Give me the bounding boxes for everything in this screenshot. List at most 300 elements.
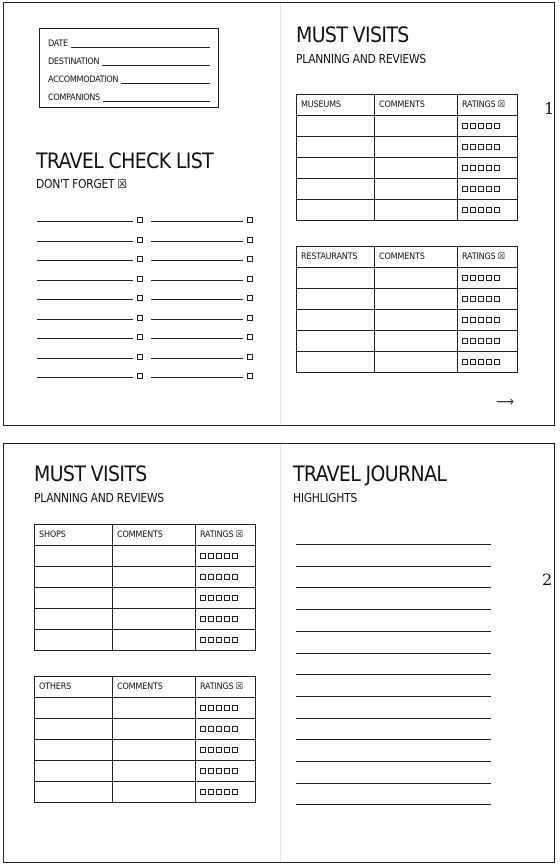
journal-line[interactable]	[296, 566, 491, 567]
checklist-item[interactable]	[37, 371, 143, 379]
name-cell[interactable]	[297, 158, 375, 179]
must-visits-subtitle: PLANNING AND REVIEWS	[296, 52, 426, 66]
rating-checkbox-icon[interactable]	[232, 637, 238, 643]
rating-checkbox-icon[interactable]	[478, 123, 484, 129]
rating-checkbox-icon[interactable]	[494, 123, 500, 129]
rating-checkbox-icon[interactable]	[208, 768, 214, 774]
journal-line[interactable]	[296, 739, 491, 740]
rating-checkbox-icon[interactable]	[200, 637, 206, 643]
rating-checkbox-icon[interactable]	[232, 726, 238, 732]
column-header: COMMENTS	[375, 95, 458, 116]
rating-checkbox-icon[interactable]	[224, 747, 230, 753]
table-header-row	[35, 525, 256, 546]
rating-checkbox-icon[interactable]	[200, 768, 206, 774]
rating-checkbox-icon[interactable]	[216, 768, 222, 774]
checkbox-icon[interactable]	[137, 315, 143, 321]
rating-checkbox-icon[interactable]	[486, 165, 492, 171]
checkbox-icon[interactable]	[247, 256, 253, 262]
travel-journal-subtitle: HIGHLIGHTS	[293, 491, 357, 505]
rating-cell	[196, 630, 256, 651]
comment-cell[interactable]	[375, 352, 458, 373]
rating-checkbox-icon[interactable]	[216, 595, 222, 601]
rating-checkbox-icon[interactable]	[478, 296, 484, 302]
rating-checkbox-icon[interactable]	[208, 637, 214, 643]
rating-checkbox-icon[interactable]	[478, 207, 484, 213]
rating-checkbox-icon[interactable]	[232, 616, 238, 622]
name-cell[interactable]	[35, 740, 113, 761]
column-header: COMMENTS	[113, 677, 196, 698]
checkbox-icon[interactable]	[247, 373, 253, 379]
must-visits-title: MUST VISITS	[296, 23, 409, 47]
checklist-subtitle: DON'T FORGET ☒	[36, 177, 127, 191]
comment-cell[interactable]	[113, 546, 196, 567]
rating-checkbox-icon[interactable]	[216, 747, 222, 753]
comment-cell[interactable]	[375, 310, 458, 331]
rating-checkbox-icon[interactable]	[224, 705, 230, 711]
checkbox-icon[interactable]	[137, 217, 143, 223]
info-fill-line	[121, 83, 210, 84]
comment-cell[interactable]	[113, 761, 196, 782]
rating-checkbox-icon[interactable]	[232, 768, 238, 774]
checklist-line[interactable]	[151, 377, 243, 378]
rating-checkbox-icon[interactable]	[200, 595, 206, 601]
rating-checkbox-icon[interactable]	[232, 747, 238, 753]
comment-cell[interactable]	[113, 719, 196, 740]
page-fold	[280, 444, 281, 862]
checklist-line[interactable]	[151, 299, 243, 300]
column-header: RATINGS ☒	[458, 247, 518, 268]
checklist-item[interactable]	[37, 313, 143, 321]
checklist-item[interactable]	[37, 235, 143, 243]
rating-checkbox-icon[interactable]	[478, 275, 484, 281]
info-row-date	[48, 35, 210, 49]
rating-cell	[458, 116, 518, 137]
planner-spread-2	[3, 443, 555, 863]
table-row	[35, 609, 256, 630]
checklist-line[interactable]	[151, 319, 243, 320]
table-row	[35, 719, 256, 740]
must-visits-title: MUST VISITS	[34, 462, 147, 486]
info-row-destination	[48, 53, 210, 67]
name-cell[interactable]	[35, 719, 113, 740]
checklist-line[interactable]	[151, 280, 243, 281]
name-cell[interactable]	[297, 137, 375, 158]
rating-checkbox-icon[interactable]	[232, 553, 238, 559]
rating-boxes	[196, 553, 255, 559]
checklist-item[interactable]	[37, 332, 143, 340]
checklist-item[interactable]	[151, 235, 253, 243]
column-header: RATINGS ☒	[458, 95, 518, 116]
comment-cell[interactable]	[375, 137, 458, 158]
rating-checkbox-icon[interactable]	[224, 726, 230, 732]
checklist-line[interactable]	[37, 319, 133, 320]
rating-checkbox-icon[interactable]	[478, 317, 484, 323]
rating-checkbox-icon[interactable]	[486, 123, 492, 129]
journal-line[interactable]	[296, 761, 491, 762]
rating-checkbox-icon[interactable]	[232, 705, 238, 711]
rating-checkbox-icon[interactable]	[494, 207, 500, 213]
checklist-item[interactable]	[151, 254, 253, 262]
rating-boxes	[458, 123, 517, 129]
name-cell[interactable]	[297, 310, 375, 331]
checklist-item[interactable]	[151, 371, 253, 379]
journal-line[interactable]	[296, 609, 491, 610]
comment-cell[interactable]	[375, 158, 458, 179]
rating-boxes	[458, 186, 517, 192]
rating-checkbox-icon[interactable]	[486, 359, 492, 365]
rating-cell	[458, 310, 518, 331]
name-cell[interactable]	[35, 546, 113, 567]
rating-boxes	[458, 207, 517, 213]
rating-checkbox-icon[interactable]	[208, 574, 214, 580]
rating-checkbox-icon[interactable]	[486, 338, 492, 344]
journal-line[interactable]	[296, 631, 491, 632]
rating-cell	[196, 782, 256, 803]
rating-checkbox-icon[interactable]	[208, 553, 214, 559]
name-cell[interactable]	[297, 200, 375, 221]
journal-line[interactable]	[296, 544, 491, 545]
must-visits-subtitle: PLANNING AND REVIEWS	[34, 491, 164, 505]
comment-cell[interactable]	[113, 740, 196, 761]
rating-cell	[458, 352, 518, 373]
checkbox-icon[interactable]	[247, 295, 253, 301]
checklist-item[interactable]	[151, 274, 253, 282]
checkbox-icon[interactable]	[137, 256, 143, 262]
rating-checkbox-icon[interactable]	[462, 317, 468, 323]
name-cell[interactable]	[297, 289, 375, 310]
table-row	[297, 331, 518, 352]
rating-checkbox-icon[interactable]	[462, 359, 468, 365]
rating-checkbox-icon[interactable]	[216, 789, 222, 795]
rating-checkbox-icon[interactable]	[478, 359, 484, 365]
column-header: COMMENTS	[113, 525, 196, 546]
rating-checkbox-icon[interactable]	[462, 275, 468, 281]
journal-line[interactable]	[296, 696, 491, 697]
next-page-arrow-icon[interactable]: ⟶	[496, 394, 515, 410]
rating-boxes	[196, 747, 255, 753]
column-header: RESTAURANTS	[297, 247, 375, 268]
table-row	[297, 179, 518, 200]
rating-cell	[458, 331, 518, 352]
journal-line[interactable]	[296, 674, 491, 675]
rating-checkbox-icon[interactable]	[224, 637, 230, 643]
checklist-line[interactable]	[37, 299, 133, 300]
rating-boxes	[196, 616, 255, 622]
rating-checkbox-icon[interactable]	[224, 574, 230, 580]
table-row	[35, 588, 256, 609]
rating-checkbox-icon[interactable]	[486, 296, 492, 302]
checklist-item[interactable]	[151, 352, 253, 360]
rating-checkbox-icon[interactable]	[224, 789, 230, 795]
name-cell[interactable]	[35, 609, 113, 630]
rating-checkbox-icon[interactable]	[478, 144, 484, 150]
info-fill-line	[71, 47, 210, 48]
comment-cell[interactable]	[375, 116, 458, 137]
rating-checkbox-icon[interactable]	[462, 165, 468, 171]
rating-checkbox-icon[interactable]	[470, 317, 476, 323]
rating-checkbox-icon[interactable]	[494, 296, 500, 302]
rating-checkbox-icon[interactable]	[494, 338, 500, 344]
rating-checkbox-icon[interactable]	[486, 144, 492, 150]
checklist-item[interactable]	[37, 352, 143, 360]
checkbox-icon[interactable]	[137, 373, 143, 379]
name-cell[interactable]	[297, 179, 375, 200]
rating-checkbox-icon[interactable]	[224, 553, 230, 559]
restaurants-table	[296, 246, 518, 373]
page-fold	[280, 3, 281, 425]
checklist-line[interactable]	[37, 221, 133, 222]
comment-cell[interactable]	[375, 289, 458, 310]
rating-cell	[458, 137, 518, 158]
checklist-item[interactable]	[151, 313, 253, 321]
table-row	[35, 546, 256, 567]
rating-cell	[196, 761, 256, 782]
checklist-item[interactable]	[37, 215, 143, 223]
name-cell[interactable]	[297, 116, 375, 137]
rating-checkbox-icon[interactable]	[478, 165, 484, 171]
info-row-accommodation	[48, 71, 210, 85]
rating-checkbox-icon[interactable]	[470, 359, 476, 365]
rating-boxes	[458, 359, 517, 365]
rating-checkbox-icon[interactable]	[486, 275, 492, 281]
checkbox-icon[interactable]	[137, 354, 143, 360]
checklist-title: TRAVEL CHECK LIST	[36, 149, 214, 173]
rating-checkbox-icon[interactable]	[470, 123, 476, 129]
table-row	[35, 740, 256, 761]
checkbox-icon[interactable]	[247, 237, 253, 243]
checklist-line[interactable]	[37, 280, 133, 281]
comment-cell[interactable]	[113, 782, 196, 803]
column-header: MUSEUMS	[297, 95, 375, 116]
rating-checkbox-icon[interactable]	[462, 144, 468, 150]
rating-checkbox-icon[interactable]	[478, 186, 484, 192]
rating-cell	[458, 158, 518, 179]
checklist-line[interactable]	[151, 358, 243, 359]
rating-checkbox-icon[interactable]	[494, 275, 500, 281]
checklist-line[interactable]	[37, 377, 133, 378]
table-row	[297, 352, 518, 373]
rating-checkbox-icon[interactable]	[200, 553, 206, 559]
comment-cell[interactable]	[113, 567, 196, 588]
rating-cell	[196, 609, 256, 630]
checklist-item[interactable]	[151, 293, 253, 301]
rating-checkbox-icon[interactable]	[216, 616, 222, 622]
checkbox-icon[interactable]	[247, 315, 253, 321]
checklist-line[interactable]	[151, 241, 243, 242]
rating-boxes	[458, 296, 517, 302]
rating-checkbox-icon[interactable]	[470, 165, 476, 171]
rating-checkbox-icon[interactable]	[486, 186, 492, 192]
rating-checkbox-icon[interactable]	[200, 747, 206, 753]
column-header: SHOPS	[35, 525, 113, 546]
rating-checkbox-icon[interactable]	[486, 317, 492, 323]
comment-cell[interactable]	[375, 179, 458, 200]
rating-cell	[458, 289, 518, 310]
rating-boxes	[196, 726, 255, 732]
journal-line[interactable]	[296, 783, 491, 784]
rating-checkbox-icon[interactable]	[208, 616, 214, 622]
page-number: 1	[544, 99, 555, 118]
table-row	[35, 630, 256, 651]
comment-cell[interactable]	[113, 698, 196, 719]
checklist-item[interactable]	[151, 332, 253, 340]
checkbox-icon[interactable]	[137, 237, 143, 243]
rating-cell	[196, 740, 256, 761]
table-row	[297, 200, 518, 221]
checklist-item[interactable]	[37, 274, 143, 282]
checklist-line[interactable]	[37, 260, 133, 261]
table-row	[297, 116, 518, 137]
rating-boxes	[196, 768, 255, 774]
checklist-line[interactable]	[151, 221, 243, 222]
rating-checkbox-icon[interactable]	[200, 789, 206, 795]
rating-checkbox-icon[interactable]	[224, 616, 230, 622]
rating-checkbox-icon[interactable]	[232, 789, 238, 795]
info-fill-line	[102, 65, 210, 66]
name-cell[interactable]	[35, 761, 113, 782]
table-row	[35, 782, 256, 803]
checkbox-icon[interactable]	[137, 276, 143, 282]
rating-checkbox-icon[interactable]	[470, 144, 476, 150]
trip-info-box	[39, 28, 219, 108]
rating-checkbox-icon[interactable]	[200, 726, 206, 732]
rating-cell	[196, 719, 256, 740]
rating-checkbox-icon[interactable]	[232, 574, 238, 580]
rating-boxes	[196, 574, 255, 580]
table-row	[297, 289, 518, 310]
checklist-item[interactable]	[37, 293, 143, 301]
others-table	[34, 676, 256, 803]
rating-boxes	[196, 705, 255, 711]
rating-checkbox-icon[interactable]	[208, 705, 214, 711]
comment-cell[interactable]	[375, 200, 458, 221]
rating-checkbox-icon[interactable]	[470, 186, 476, 192]
rating-checkbox-icon[interactable]	[216, 705, 222, 711]
info-label: COMPANIONS	[48, 93, 100, 103]
rating-checkbox-icon[interactable]	[200, 616, 206, 622]
name-cell[interactable]	[35, 567, 113, 588]
rating-checkbox-icon[interactable]	[216, 726, 222, 732]
travel-journal-title: TRAVEL JOURNAL	[293, 462, 447, 486]
journal-line[interactable]	[296, 653, 491, 654]
rating-checkbox-icon[interactable]	[462, 338, 468, 344]
column-header: COMMENTS	[375, 247, 458, 268]
rating-boxes	[458, 275, 517, 281]
rating-cell	[196, 698, 256, 719]
name-cell[interactable]	[35, 698, 113, 719]
name-cell[interactable]	[35, 588, 113, 609]
rating-checkbox-icon[interactable]	[462, 186, 468, 192]
rating-checkbox-icon[interactable]	[470, 296, 476, 302]
rating-cell	[196, 567, 256, 588]
rating-checkbox-icon[interactable]	[208, 747, 214, 753]
table-row	[297, 137, 518, 158]
table-row	[35, 698, 256, 719]
checklist-line[interactable]	[37, 358, 133, 359]
column-header: RATINGS ☒	[196, 677, 256, 698]
comment-cell[interactable]	[113, 630, 196, 651]
rating-cell	[196, 588, 256, 609]
table-header-row	[297, 247, 518, 268]
name-cell[interactable]	[35, 782, 113, 803]
comment-cell[interactable]	[113, 609, 196, 630]
rating-checkbox-icon[interactable]	[486, 207, 492, 213]
checklist-item[interactable]	[37, 254, 143, 262]
checkbox-icon[interactable]	[247, 276, 253, 282]
rating-checkbox-icon[interactable]	[462, 296, 468, 302]
rating-checkbox-icon[interactable]	[494, 144, 500, 150]
name-cell[interactable]	[35, 630, 113, 651]
rating-checkbox-icon[interactable]	[224, 595, 230, 601]
rating-checkbox-icon[interactable]	[208, 595, 214, 601]
rating-checkbox-icon[interactable]	[200, 574, 206, 580]
info-row-companions	[48, 89, 210, 103]
journal-line[interactable]	[296, 804, 491, 805]
column-header: OTHERS	[35, 677, 113, 698]
checklist-line[interactable]	[37, 241, 133, 242]
rating-cell	[458, 179, 518, 200]
rating-checkbox-icon[interactable]	[232, 595, 238, 601]
table-header-row	[297, 95, 518, 116]
rating-checkbox-icon[interactable]	[216, 637, 222, 643]
rating-checkbox-icon[interactable]	[208, 726, 214, 732]
rating-checkbox-icon[interactable]	[470, 275, 476, 281]
comment-cell[interactable]	[375, 268, 458, 289]
checklist-line[interactable]	[151, 260, 243, 261]
info-label: ACCOMMODATION	[48, 75, 119, 85]
checklist-line[interactable]	[151, 338, 243, 339]
name-cell[interactable]	[297, 331, 375, 352]
museums-table	[296, 94, 518, 221]
rating-checkbox-icon[interactable]	[200, 705, 206, 711]
checkbox-icon[interactable]	[137, 334, 143, 340]
journal-line[interactable]	[296, 587, 491, 588]
checkbox-icon[interactable]	[247, 334, 253, 340]
checkbox-icon[interactable]	[247, 354, 253, 360]
rating-checkbox-icon[interactable]	[224, 768, 230, 774]
rating-checkbox-icon[interactable]	[462, 207, 468, 213]
rating-checkbox-icon[interactable]	[470, 207, 476, 213]
checkbox-icon[interactable]	[247, 217, 253, 223]
rating-checkbox-icon[interactable]	[208, 789, 214, 795]
comment-cell[interactable]	[375, 331, 458, 352]
rating-cell	[196, 546, 256, 567]
rating-checkbox-icon[interactable]	[494, 186, 500, 192]
rating-checkbox-icon[interactable]	[478, 338, 484, 344]
rating-checkbox-icon[interactable]	[462, 123, 468, 129]
page-number: 2	[542, 570, 553, 589]
rating-boxes	[196, 637, 255, 643]
checklist-line[interactable]	[37, 338, 133, 339]
rating-boxes	[458, 338, 517, 344]
rating-checkbox-icon[interactable]	[470, 338, 476, 344]
rating-checkbox-icon[interactable]	[494, 359, 500, 365]
checkbox-icon[interactable]	[137, 295, 143, 301]
rating-checkbox-icon[interactable]	[494, 317, 500, 323]
journal-line[interactable]	[296, 718, 491, 719]
rating-checkbox-icon[interactable]	[216, 574, 222, 580]
name-cell[interactable]	[297, 268, 375, 289]
checklist-item[interactable]	[151, 215, 253, 223]
rating-cell	[458, 200, 518, 221]
comment-cell[interactable]	[113, 588, 196, 609]
name-cell[interactable]	[297, 352, 375, 373]
rating-boxes	[196, 789, 255, 795]
rating-checkbox-icon[interactable]	[494, 165, 500, 171]
rating-checkbox-icon[interactable]	[216, 553, 222, 559]
info-fill-line	[103, 101, 210, 102]
info-label: DESTINATION	[48, 57, 100, 67]
